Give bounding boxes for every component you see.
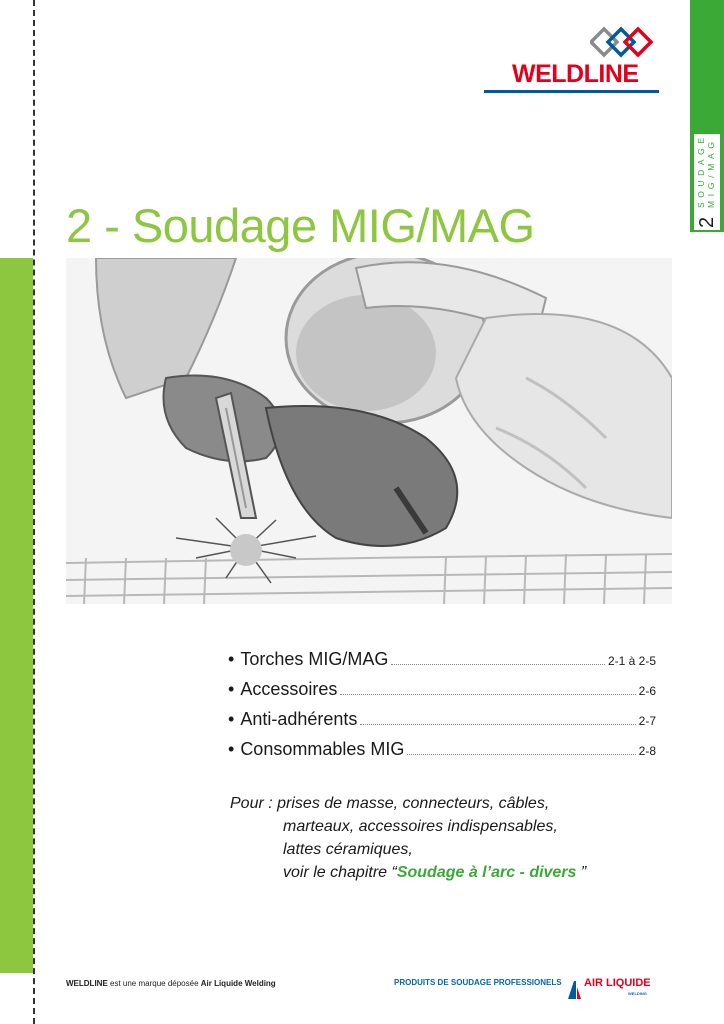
page-title: 2 - Soudage MIG/MAG [66, 199, 535, 252]
toc-item-consommables[interactable] [228, 730, 656, 760]
air-liquide-subtext: WELDING [628, 991, 647, 996]
toc-page: 2-7 [638, 714, 656, 728]
note-text-4-start: voir le chapitre “ [283, 864, 397, 881]
air-liquide-text: AIR LIQUIDE [584, 977, 651, 989]
chapter-tab-line1: SOUDAGE [696, 138, 706, 208]
note-line-2: marteaux, accessoires indispensables, [283, 818, 558, 835]
side-color-band [0, 258, 33, 973]
toc-page: 2-1 à 2-5 [607, 654, 656, 668]
weldline-logo[interactable] [484, 26, 664, 96]
toc-bullet: • [228, 739, 235, 759]
toc-label: Consommables MIG [240, 739, 405, 759]
footer-middle: est une marque déposée [107, 979, 201, 988]
toc-leader-dots [391, 663, 605, 665]
chapter-tab-line2: MIG/MAG [706, 142, 716, 208]
toc-bullet: • [228, 679, 235, 699]
toc-bullet: • [228, 649, 235, 669]
chapter-tab-number: 2 [696, 216, 718, 228]
toc-leader-dots [340, 693, 635, 695]
footer-trademark [66, 979, 276, 988]
air-liquide-a-icon [566, 979, 582, 999]
weldline-diamonds-icon [590, 26, 656, 60]
toc-bullet: • [228, 709, 235, 729]
toc-item-anti-adherents[interactable] [228, 700, 656, 730]
toc-leader-dots [360, 723, 635, 725]
note-chapter-link[interactable]: Soudage à l’arc - divers [396, 864, 577, 881]
toc-label: Torches MIG/MAG [240, 649, 389, 669]
toc-item-torches[interactable] [228, 640, 656, 670]
note-text-4-end: ” [576, 864, 587, 881]
note-prefix: Pour : [230, 795, 273, 812]
logo-text: WELDLINE [512, 60, 639, 88]
footer-brand: WELDLINE [66, 979, 108, 988]
table-of-contents [228, 640, 656, 760]
toc-label: Anti-adhérents [240, 709, 358, 729]
chapter-tab-label [695, 136, 721, 228]
toc-page: 2-6 [638, 684, 656, 698]
logo-underline [484, 90, 659, 93]
note-line-3: lattes céramiques, [283, 841, 413, 858]
footer-products: PRODUITS DE SOUDAGE PROFESSIONELS [394, 978, 562, 987]
toc-item-accessoires[interactable] [228, 670, 656, 700]
note-text-1: prises de masse, connecteurs, câbles, [277, 795, 550, 812]
margin-cut-line [33, 0, 35, 1024]
welder-photo [66, 258, 672, 604]
toc-label: Accessoires [240, 679, 338, 699]
toc-leader-dots [407, 753, 635, 755]
chapter-note [230, 792, 586, 884]
footer-company: Air Liquide Welding [200, 979, 276, 988]
air-liquide-logo[interactable] [566, 973, 658, 999]
note-line-4 [230, 861, 586, 884]
toc-page: 2-8 [638, 744, 656, 758]
note-line-1 [230, 792, 586, 815]
